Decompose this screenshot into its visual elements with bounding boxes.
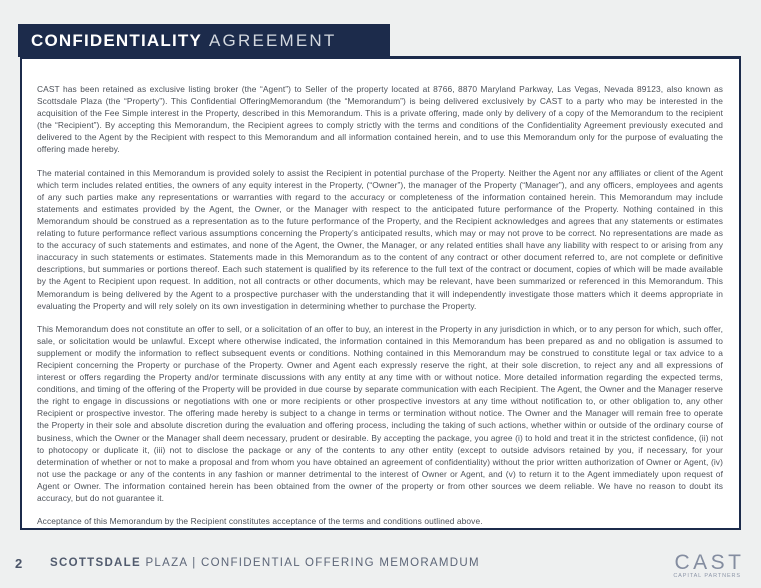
cast-capital-partners-logo xyxy=(673,551,745,580)
page-title-secondary: AGREEMENT xyxy=(209,30,337,50)
page-number: 2 xyxy=(15,556,23,571)
paragraph-3: This Memorandum does not constitute an offer to sell, or a solicitation of an offer to buy, an interest in the Property in any jurisdiction in which, or to any person for which, such offer, sale, or solicitation would be unlawful. Except where otherwise indicated, the information contained in this Memorandum has been prepared as and no obligation is assumed to supplement or modify the information to reflect subsequent events or conditions. Nothing contained in this Memorandum may be construed to constitute legal or tax advice to a Recipient concerning the Property or purchase of the Property. Owner and Agent each expressly reserve the right, at their sole discretion, to reject any and all expressions of interest or offers regarding the Property and/or terminate discussions with any entity at any time with or without notice. More detailed information regarding the expected terms, conditions, and timing of the offering of the Property will be provided in due course by separate communication with each Recipient. The Agent, the Owner and the Manager reserve the right to engage in discussions or negotiations with one or more recipients or other prospective investors at any time without notification to, or other obligation to, any other Recipient or prospective investor. The offering made hereby is subject to a change in terms or termination without notice. The Owner and the Manager will remain free to operate the Property in their sole and absolute discretion during the evaluation and offering process, including the taking of such actions, whether within or outside of the ordinary course of business, which the Owner or the Manager shall deem necessary, prudent or desirable. By accepting the package, you agree (i) to hold and treat it in the strictest confidence, (ii) not to photocopy or duplicate it, (iii) not to disclose the package or any of the contents to any other entity (except to outside advisors retained by you, if necessary, for your determination of whether or not to make a proposal and from whom you have obtained an agreement of confidentiality) without the prior written authorization of Owner or Agent, (iv) not use the package or any of the contents in any fashion or manner detrimental to the interest of Owner or Agent, and (v) to return it to the Agent immediately upon request of Agent or Owner. The information contained herein has been obtained from the owner of the property or from other sources we deem reliable. We have no reason to doubt its accuracy, but do not guarantee it. xyxy=(37,323,723,503)
footer-doc-title-bold: SCOTTSDALE xyxy=(50,557,141,569)
confidentiality-text-panel xyxy=(20,56,741,530)
paragraph-2: The material contained in this Memorandum is provided solely to assist the Recipient in potential purchase of the Property. Neither the Agent nor any affiliates or client of the Agent which term includes related entities, the owners of any equity interest in the Property, (“Owner”), the manager of the Property (“Manager”), and any officers, employees and agents of any such parties make any representations or warranties with regard to the accuracy or completeness of the information contained herein. This Memorandum may include statements and estimates provided by the Agent, the Owner, or the Manager with respect to the anticipated future performance of the Property. Nothing contained in this Memorandum should be construed as a representation as to the future performance of the Property, and the Recipient acknowledges and agrees that any statements or estimates relating to future performance reflect various assumptions concerning the Property’s anticipated results, which may or may not prove to be correct. No representations are made as to the accuracy of such statements and estimates, and none of the Agent, the Owner, the Manager, or any related entities shall have any liability with respect to or arising from any inaccuracy in such statements or estimates. Statements made in this Memorandum as to the content of any contract or other document referred to, are not complete or definitive descriptions, but summaries or portions thereof. Each such statement is qualified by its reference to the full text of the contract or document, copies of which will be made available by the Agent to Recipient upon request. In addition, not all contracts or other documents, which may be relevant, have been summarized or referenced in this Memorandum. This Memorandum is being delivered by the Agent to a prospective purchaser with the understanding that it will independently investigate those matters which it deems appropriate in evaluating the Property and will rely solely on its own investigation in determining whether to purchase the Property. xyxy=(37,167,723,311)
footer-doc-title-rest: PLAZA | CONFIDENTIAL OFFERING MEMORAMDUM xyxy=(140,557,480,569)
footer-doc-title xyxy=(50,557,480,569)
page-footer xyxy=(0,550,761,588)
page-title-primary: CONFIDENTIALITY xyxy=(31,30,202,50)
paragraph-4: Acceptance of this Memorandum by the Recipient constitutes acceptance of the terms and conditions outlined above. xyxy=(37,516,483,527)
page-title-bar xyxy=(18,24,390,57)
paragraph-1: CAST has been retained as exclusive listing broker (the “Agent”) to Seller of the property located at 8766, 8870 Maryland Parkway, Las Vegas, Nevada 89123, also known as Scottsdale Plaza (the “Property”). This Confidential OfferingMemorandum (the “Memorandum”) is being delivered exclusively by CAST to a party who may be interested in the acquisition of the Fee Simple interest in the Property, described in this Memorandum. This is a private offering, made only by delivery of a copy of the Memorandum to the recipient (the “Recipient”). By accepting this Memorandum, the Recipient agrees to comply strictly with the terms and conditions of the Confidentiality Agreement previously executed and delivered to the Agent by the Recipient with respect to this Memorandum and all information contained herein, and to use this Memorandum only for the purpose of evaluating the offering made hereby. xyxy=(37,84,723,155)
logo-wordmark: CAST xyxy=(674,551,745,574)
logo-subtitle: CAPITAL PARTNERS xyxy=(673,573,741,579)
